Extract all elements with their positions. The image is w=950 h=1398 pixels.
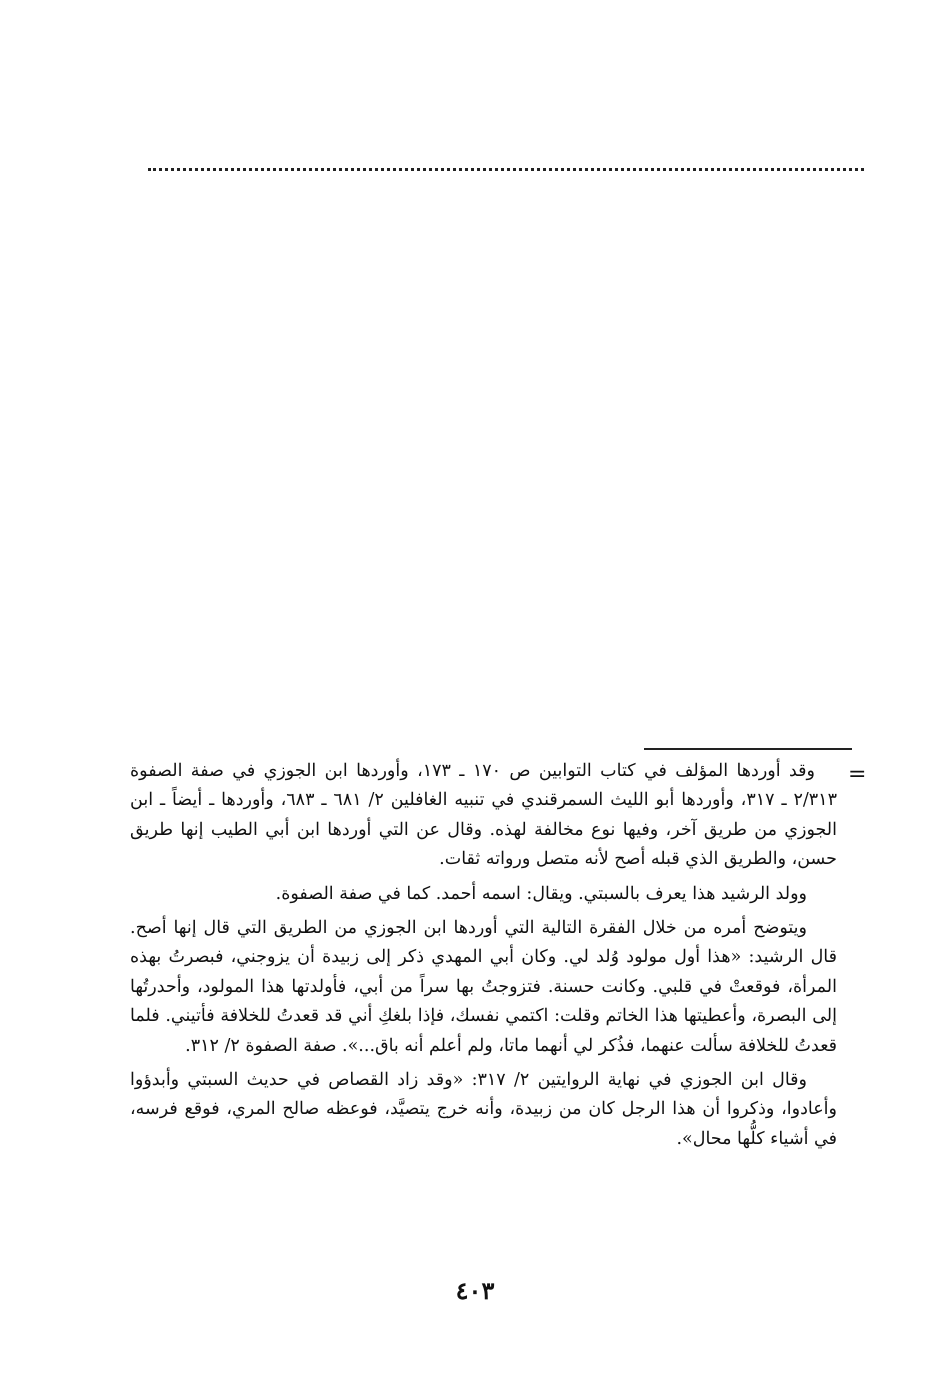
- continuation-mark: =: [848, 762, 867, 787]
- footnote-paragraph: ويتوضح أمره من خلال الفقرة التالية التي أوردها ابن الجوزي من الطريق التي قال إنها أصح. قال الرشيد: «هذا أول مولود وُلد لي. وكان أبي المهدي ذكر إلى زبيدة أن يزوجني، فبصرتُ بهذه المرأة، فوقعتْ في قلبي. وكانت حسنة. فتزوجتُ بها سراً من أبي، فأولدتها هذا المولود، وأحدرتُها إلى البصرة، وأعطيتها هذا الخاتم وقلت: اكتمي نفسك، فإذا بلغكِ أني قد قعدتُ للخلافة فأتيني. فلما قعدتُ للخلافة سألت عنهما، فذُكر لي أنهما ماتا، ولم أعلم أنه باق...». صفة الصفوة ٢/ ٣١٢.: [130, 918, 837, 1056]
- dotted-separator: [148, 168, 864, 171]
- footnote-paragraph: وقد أوردها المؤلف في كتاب التوابين ص ١٧٠ ـ ١٧٣، وأوردها ابن الجوزي في صفة الصفوة ٢/٣١٣ ـ ٣١٧، وأوردها أبو الليث السمرقندي في تنبيه الغافلين ٢/ ٦٨١ ـ ٦٨٣، وأوردها ـ أيضاً ـ ابن الجوزي من طريق آخر، وفيها نوع مخالفة لهذه. وقال عن التي أوردها ابن أبي الطيب إنها طريق حسن، والطريق الذي قبله أصح لأنه متصل ورواته ثقات.: [130, 761, 837, 870]
- footnotes-block: [130, 757, 837, 1159]
- footnote-separator: [644, 748, 852, 750]
- page-number: ٤٠٣: [455, 1276, 495, 1305]
- footnote-paragraph: وقال ابن الجوزي في نهاية الروايتين ٢/ ٣١٧: «وقد زاد القصاص في حديث السبتي وأبدؤوا وأعادوا، وذكروا أن هذا الرجل كان من زبيدة، وأنه خرج يتصيَّد، فوعظه صالح المري، فوقع فرسه، في أشياء كلُّها محال».: [130, 1070, 837, 1149]
- footnote-paragraph: وولد الرشيد هذا يعرف بالسبتي. ويقال: اسمه أحمد. كما في صفة الصفوة.: [275, 883, 807, 904]
